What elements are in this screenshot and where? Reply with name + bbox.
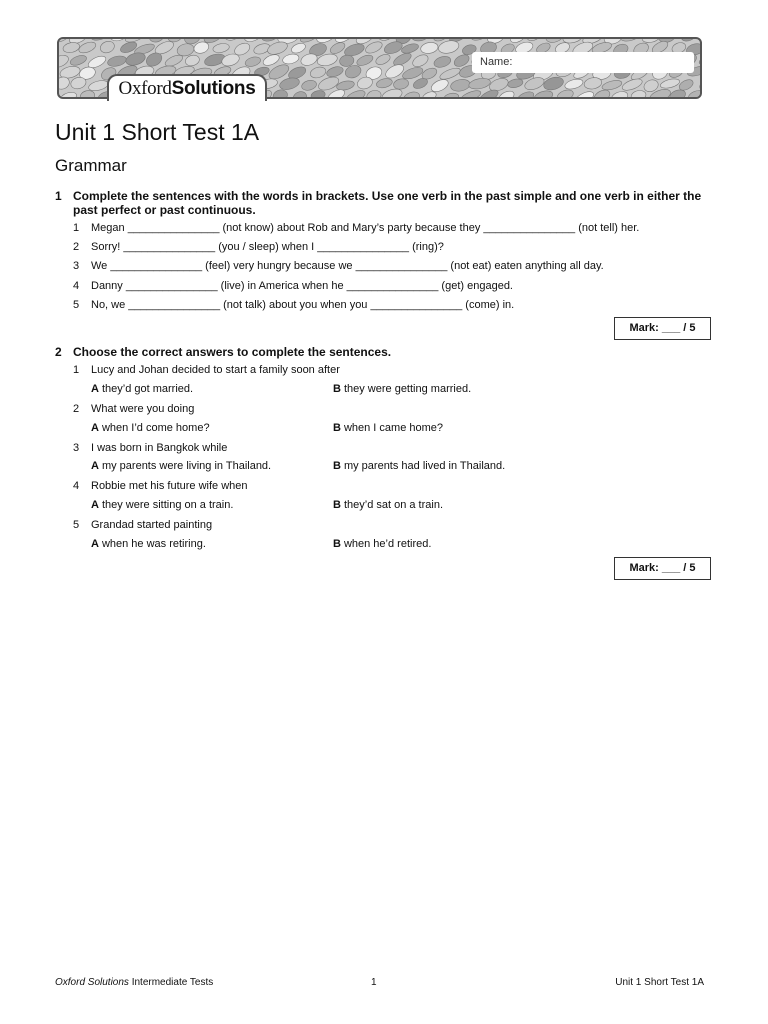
option-text: when I came home?: [343, 422, 444, 434]
q2-mark-box[interactable]: Mark: ___ / 5: [614, 557, 711, 580]
q2-item-2-option-b[interactable]: [333, 421, 443, 435]
pattern-pebble: [212, 42, 230, 54]
pattern-pebble: [393, 78, 410, 91]
option-letter: B: [333, 499, 341, 511]
item-text: No, we _______________ (not talk) about you when you _______________ (come) in.: [91, 299, 515, 311]
q1-item-2: [73, 240, 444, 254]
pattern-pebble: [262, 52, 281, 67]
name-label: Name:: [480, 56, 513, 68]
q2-item-4-option-a[interactable]: [91, 498, 233, 512]
page-title: Unit 1 Short Test 1A: [55, 119, 260, 145]
item-text: We _______________ (feel) very hungry because we _______________ (not eat) eaten anything all day.: [91, 260, 604, 272]
footer-left: [55, 977, 213, 989]
pattern-pebble: [309, 65, 327, 79]
pattern-pebble: [601, 79, 623, 92]
pattern-pebble: [291, 89, 309, 99]
footer-series: Oxford Solutions: [55, 977, 129, 988]
option-text: they’d got married.: [101, 383, 194, 395]
pattern-pebble: [366, 89, 383, 99]
pattern-pebble: [402, 90, 422, 99]
pattern-pebble: [60, 91, 78, 99]
q2-item-3-option-a[interactable]: [91, 459, 271, 473]
pattern-pebble: [497, 89, 515, 99]
item-number: 3: [73, 442, 80, 454]
pattern-pebble: [438, 66, 461, 81]
option-letter: B: [333, 538, 341, 550]
pattern-pebble: [224, 39, 241, 42]
pattern-pebble: [619, 39, 643, 43]
option-text: they’d sat on a train.: [343, 499, 444, 511]
footer-series-rest: Intermediate Tests: [128, 977, 214, 988]
item-stem: Robbie met his future wife when: [91, 480, 248, 492]
question-number: 1: [55, 189, 62, 203]
option-text: when he’d retired.: [343, 538, 432, 550]
q2-item-5-option-b[interactable]: [333, 537, 431, 551]
question-instruction: Choose the correct answers to complete the sentences.: [73, 345, 392, 359]
option-text: my parents had lived in Thailand.: [343, 460, 506, 472]
item-stem: I was born in Bangkok while: [91, 442, 228, 454]
pattern-pebble: [345, 88, 367, 99]
pattern-pebble: [610, 90, 629, 99]
pattern-pebble: [433, 55, 452, 70]
item-text: Sorry! _______________ (you / sleep) when I _______________ (ring)?: [91, 241, 444, 253]
pattern-pebble: [378, 39, 394, 42]
q2-item-3-stem: [73, 441, 227, 455]
item-stem: Grandad started painting: [91, 519, 213, 531]
q2-item-2-stem: [73, 402, 194, 416]
pattern-pebble: [687, 89, 702, 99]
pattern-pebble: [573, 89, 596, 99]
logo-word-oxford: Oxford: [118, 78, 172, 99]
footer-right: Unit 1 Short Test 1A: [615, 977, 704, 988]
q2-item-4-option-b[interactable]: [333, 498, 443, 512]
pattern-pebble: [659, 77, 680, 90]
pattern-pebble: [470, 39, 489, 42]
option-letter: B: [333, 422, 341, 434]
pattern-pebble: [630, 89, 647, 99]
pattern-pebble: [107, 54, 128, 68]
option-text: when I’d come home?: [101, 422, 210, 434]
pattern-pebble: [507, 78, 524, 89]
q2-item-2-option-a[interactable]: [91, 421, 210, 435]
q2-item-5-stem: [73, 518, 212, 532]
option-letter: A: [91, 499, 99, 511]
pattern-pebble: [310, 89, 326, 99]
oxford-solutions-logo: [107, 74, 267, 101]
item-number: 1: [73, 364, 80, 376]
pattern-pebble: [325, 65, 344, 79]
item-text: Danny _______________ (live) in America when he _______________ (get) engaged.: [91, 280, 513, 292]
option-letter: B: [333, 383, 341, 395]
q1-item-3: [73, 259, 604, 273]
item-number: 1: [73, 222, 80, 234]
q2-item-5-option-a[interactable]: [91, 537, 206, 551]
pattern-pebble: [450, 78, 471, 93]
pattern-pebble: [443, 92, 459, 99]
pattern-pebble: [69, 54, 88, 68]
pattern-pebble: [88, 79, 110, 93]
pattern-pebble: [301, 79, 318, 92]
pattern-pebble: [374, 52, 391, 66]
q2-item-3-option-b[interactable]: [333, 459, 505, 473]
question-number: 2: [55, 345, 62, 359]
pattern-pebble: [355, 53, 374, 68]
section-heading: Grammar: [55, 156, 127, 175]
option-text: they were getting married.: [343, 383, 472, 395]
pattern-pebble: [411, 52, 430, 69]
option-letter: A: [91, 538, 99, 550]
item-stem: Lucy and Johan decided to start a family soon after: [91, 364, 340, 376]
item-number: 2: [73, 241, 80, 253]
pattern-pebble: [420, 41, 439, 55]
option-letter: A: [91, 422, 99, 434]
item-number: 5: [73, 519, 80, 531]
q1-mark-box[interactable]: Mark: ___ / 5: [614, 317, 711, 340]
name-field[interactable]: [472, 52, 694, 73]
question-instruction: Complete the sentences with the words in brackets. Use one verb in the past simple and one verb in either the past perfect or past continuous.: [73, 189, 702, 217]
pattern-pebble: [410, 39, 430, 43]
item-number: 4: [73, 480, 80, 492]
item-number: 2: [73, 403, 80, 415]
option-letter: A: [91, 460, 99, 472]
footer-page-number: 1: [371, 977, 377, 988]
option-letter: B: [333, 460, 341, 472]
option-text: my parents were living in Thailand.: [101, 460, 272, 472]
pattern-pebble: [261, 39, 279, 43]
option-letter: A: [91, 383, 99, 395]
pattern-pebble: [59, 39, 70, 44]
q1-item-4: [73, 279, 513, 293]
pattern-pebble: [244, 55, 262, 68]
q2-item-1-option-b[interactable]: [333, 382, 471, 396]
option-text: they were sitting on a train.: [101, 499, 234, 511]
pattern-pebble: [700, 39, 702, 44]
q2-item-1-stem: [73, 363, 340, 377]
item-text: Megan _______________ (not know) about Rob and Mary’s party because they _______________ (not tell) her.: [91, 222, 640, 234]
pattern-pebble: [375, 77, 393, 89]
pattern-pebble: [99, 39, 116, 54]
option-text: when he was retiring.: [101, 538, 206, 550]
logo-word-solutions: Solutions: [171, 78, 256, 99]
pattern-pebble: [328, 40, 346, 56]
item-stem: What were you doing: [91, 403, 195, 415]
pattern-pebble: [110, 39, 127, 42]
item-number: 5: [73, 299, 80, 311]
q2-item-1-option-a[interactable]: [91, 382, 193, 396]
item-number: 3: [73, 260, 80, 272]
pattern-pebble: [556, 88, 575, 99]
item-number: 4: [73, 280, 80, 292]
q1-item-5: [73, 298, 514, 312]
pattern-pebble: [516, 90, 535, 99]
q2-item-4-stem: [73, 479, 248, 493]
pattern-pebble: [290, 41, 307, 55]
pattern-pebble: [282, 53, 300, 66]
q1-item-1: [73, 221, 639, 235]
pattern-pebble: [564, 77, 584, 91]
pattern-pebble: [533, 89, 554, 99]
